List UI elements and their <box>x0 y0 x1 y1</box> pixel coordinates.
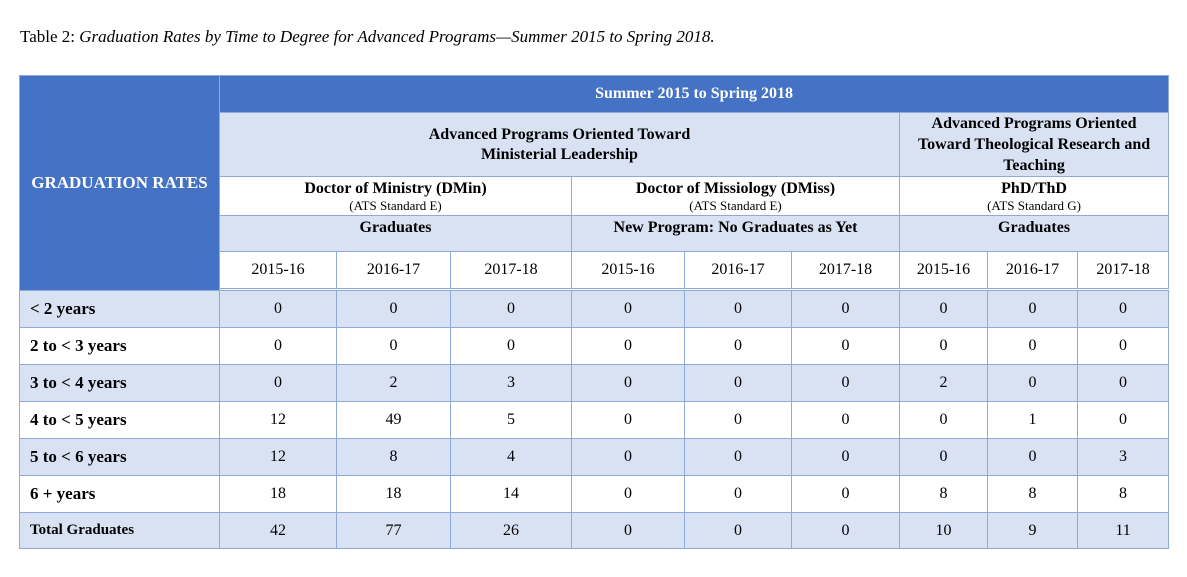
table-cell: 0 <box>685 402 792 439</box>
table-cell: 0 <box>572 365 685 402</box>
row-label: 6 + years <box>20 476 220 513</box>
table-cell: 0 <box>792 402 900 439</box>
caption-label: Table 2: <box>20 27 75 46</box>
table-cell: 0 <box>1078 291 1169 328</box>
table-cell: 0 <box>572 513 685 549</box>
period-header-label: Summer 2015 to Spring 2018 <box>595 85 794 102</box>
row-label: 3 to < 4 years <box>20 365 220 402</box>
table-cell: 0 <box>792 328 900 365</box>
table-cell: 0 <box>685 328 792 365</box>
table-cell: 0 <box>572 476 685 513</box>
program-status: Graduates <box>998 219 1071 236</box>
table-cell: 0 <box>572 402 685 439</box>
table-cell: 0 <box>220 328 337 365</box>
program-standard: (ATS Standard E) <box>349 198 442 213</box>
table-cell: 0 <box>792 476 900 513</box>
table-cell: 0 <box>792 365 900 402</box>
group-header-theological <box>900 113 1169 177</box>
table-cell: 4 <box>451 439 572 476</box>
year-header: 2016-17 <box>988 252 1078 289</box>
table-cell: 8 <box>1078 476 1169 513</box>
table-cell: 0 <box>337 328 451 365</box>
group-title-theological: Advanced Programs Oriented Toward Theological Research and Teaching <box>917 115 1151 174</box>
program-status-phd <box>900 216 1169 252</box>
table-cell: 0 <box>451 328 572 365</box>
table-cell: 0 <box>900 328 988 365</box>
table-row <box>20 402 1169 439</box>
table-cell: 0 <box>900 402 988 439</box>
year-header: 2016-17 <box>337 252 451 289</box>
table-row <box>20 328 1169 365</box>
program-header-dmin <box>220 177 572 216</box>
table-cell: 0 <box>988 328 1078 365</box>
year-header: 2015-16 <box>900 252 988 289</box>
table-cell: 2 <box>900 365 988 402</box>
table-cell: 0 <box>685 476 792 513</box>
table-cell: 0 <box>451 291 572 328</box>
table-cell: 0 <box>685 513 792 549</box>
table-row <box>20 291 1169 328</box>
caption-title: Graduation Rates by Time to Degree for Advanced Programs—Summer 2015 to Spring 2018. <box>79 27 715 46</box>
table-row <box>20 476 1169 513</box>
table-caption <box>20 27 715 47</box>
table-cell: 3 <box>1078 439 1169 476</box>
table-cell: 0 <box>685 291 792 328</box>
program-name: PhD/ThD <box>1001 180 1067 197</box>
table-cell: 0 <box>988 439 1078 476</box>
period-header <box>220 76 1169 113</box>
table-cell: 1 <box>988 402 1078 439</box>
table-cell: 8 <box>337 439 451 476</box>
group-header-ministerial <box>220 113 900 177</box>
table-cell: 0 <box>220 365 337 402</box>
table-cell: 5 <box>451 402 572 439</box>
table-cell: 0 <box>1078 328 1169 365</box>
row-label: < 2 years <box>20 291 220 328</box>
table-cell: 0 <box>572 439 685 476</box>
table-cell: 0 <box>572 328 685 365</box>
table-cell: 0 <box>685 365 792 402</box>
table-cell: 0 <box>792 439 900 476</box>
program-standard: (ATS Standard G) <box>987 198 1081 213</box>
table-cell: 0 <box>220 291 337 328</box>
table-cell: 0 <box>900 439 988 476</box>
program-status: Graduates <box>359 219 432 236</box>
table-cell: 0 <box>572 291 685 328</box>
year-header: 2016-17 <box>685 252 792 289</box>
program-header-dmiss <box>572 177 900 216</box>
table-cell: 77 <box>337 513 451 549</box>
table-cell: 11 <box>1078 513 1169 549</box>
row-label: Total Graduates <box>20 513 220 549</box>
table-cell: 0 <box>988 291 1078 328</box>
table-cell: 8 <box>900 476 988 513</box>
program-name: Doctor of Missiology (DMiss) <box>635 180 836 197</box>
table-cell: 0 <box>685 439 792 476</box>
table-cell: 12 <box>220 402 337 439</box>
table-cell: 18 <box>220 476 337 513</box>
program-status-dmin <box>220 216 572 252</box>
table-row <box>20 439 1169 476</box>
year-header: 2015-16 <box>220 252 337 289</box>
table-row <box>20 365 1169 402</box>
group-title-ministerial: Advanced Programs Oriented Toward Ministerial Leadership <box>428 125 691 163</box>
year-header: 2017-18 <box>1078 252 1169 289</box>
table-cell: 10 <box>900 513 988 549</box>
program-status: New Program: No Graduates as Yet <box>613 219 858 236</box>
table-cell: 26 <box>451 513 572 549</box>
table-cell: 12 <box>220 439 337 476</box>
table-cell: 3 <box>451 365 572 402</box>
table-cell: 0 <box>337 291 451 328</box>
program-status-dmiss <box>572 216 900 252</box>
row-label: 4 to < 5 years <box>20 402 220 439</box>
table-cell: 14 <box>451 476 572 513</box>
table-row <box>20 513 1169 549</box>
table-cell: 0 <box>1078 402 1169 439</box>
corner-label: GRADUATION RATES <box>31 173 208 192</box>
row-label: 2 to < 3 years <box>20 328 220 365</box>
year-header: 2017-18 <box>792 252 900 289</box>
graduation-rates-table <box>19 75 1169 549</box>
program-standard: (ATS Standard E) <box>689 198 782 213</box>
table-cell: 2 <box>337 365 451 402</box>
table-cell: 9 <box>988 513 1078 549</box>
table-cell: 0 <box>1078 365 1169 402</box>
table-cell: 0 <box>900 291 988 328</box>
year-header: 2017-18 <box>451 252 572 289</box>
table-cell: 8 <box>988 476 1078 513</box>
table-cell: 49 <box>337 402 451 439</box>
program-name: Doctor of Ministry (DMin) <box>304 180 487 197</box>
program-header-phd <box>900 177 1169 216</box>
table-cell: 0 <box>792 291 900 328</box>
table-cell: 18 <box>337 476 451 513</box>
corner-header <box>20 76 220 291</box>
table-cell: 0 <box>792 513 900 549</box>
data-rows <box>20 291 1169 549</box>
year-header: 2015-16 <box>572 252 685 289</box>
row-label: 5 to < 6 years <box>20 439 220 476</box>
table-cell: 0 <box>988 365 1078 402</box>
table-cell: 42 <box>220 513 337 549</box>
